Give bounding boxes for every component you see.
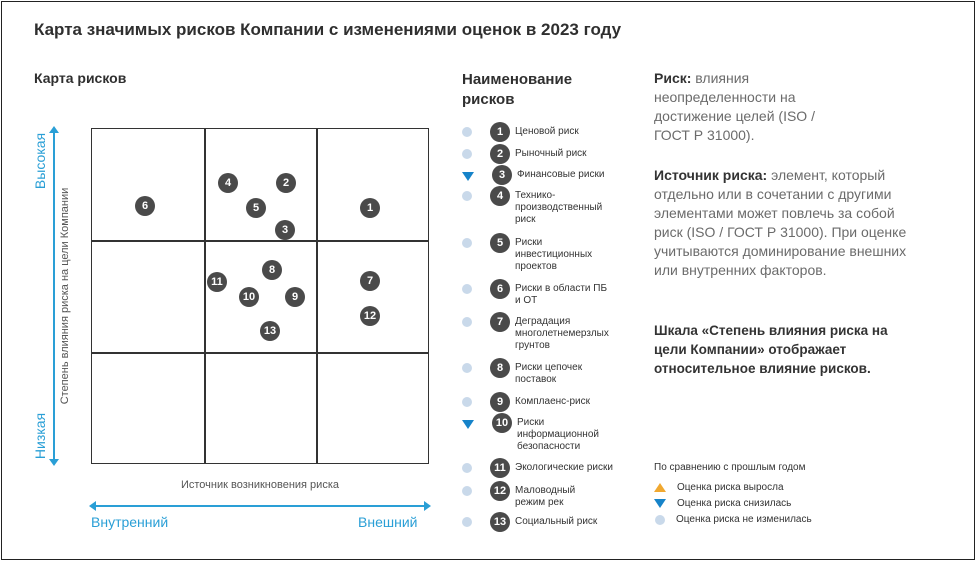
risk-item-7[interactable] bbox=[462, 312, 627, 352]
risks-heading bbox=[462, 70, 572, 110]
comparison-title: По сравнению с прошлым годом bbox=[654, 462, 806, 473]
risk-number-badge: 8 bbox=[490, 358, 510, 378]
source-definition-text: элемент, который отдельно или в сочетании с другими элементами может повлечь за собой риск (ISO / ГОСТ Р 31000). При оценке учитываются доминирование внешних или внутренних факторов. bbox=[654, 167, 907, 278]
risk-label: Комплаенс-риск bbox=[515, 396, 591, 407]
page-title: Карта значимых рисков Компании с изменениями оценок в 2023 году bbox=[34, 20, 622, 39]
grid-line bbox=[204, 129, 206, 463]
risk-label: Деградация многолетнемерзлых грунтов bbox=[515, 316, 609, 351]
risk-item-1[interactable] bbox=[462, 122, 633, 142]
risk-marker-11[interactable]: 11 bbox=[207, 272, 227, 292]
risk-marker-5[interactable]: 5 bbox=[246, 198, 266, 218]
risk-number-badge: 2 bbox=[490, 144, 510, 164]
risk-number-badge: 11 bbox=[490, 458, 510, 478]
risk-number-badge: 7 bbox=[490, 312, 510, 332]
risk-label: Технико-производственный риск bbox=[515, 190, 603, 225]
risk-number-badge: 3 bbox=[492, 165, 512, 185]
status-unchanged-icon bbox=[462, 363, 472, 373]
status-unchanged-icon bbox=[462, 127, 472, 137]
risk-marker-13[interactable]: 13 bbox=[260, 321, 280, 341]
risk-label: Ценовой риск bbox=[515, 126, 579, 137]
risk-marker-3[interactable]: 3 bbox=[275, 220, 295, 240]
risk-marker-8[interactable]: 8 bbox=[262, 260, 282, 280]
x-axis-title: Источник возникновения риска bbox=[180, 479, 339, 491]
status-unchanged-icon bbox=[462, 238, 472, 248]
status-decreased-icon bbox=[462, 172, 474, 181]
status-unchanged-icon bbox=[462, 463, 472, 473]
risk-number-badge: 1 bbox=[490, 122, 510, 142]
risk-item-2[interactable] bbox=[462, 144, 633, 164]
risk-marker-7[interactable]: 7 bbox=[360, 271, 380, 291]
dot-icon bbox=[655, 515, 665, 525]
risk-label: Риски в области ПБ и ОТ bbox=[515, 283, 608, 306]
status-unchanged-icon bbox=[462, 149, 472, 159]
risk-item-10[interactable] bbox=[462, 413, 617, 453]
risk-number-badge: 6 bbox=[490, 279, 510, 299]
risk-marker-12[interactable]: 12 bbox=[360, 306, 380, 326]
risk-label: Маловодный режим рек bbox=[515, 485, 576, 508]
risk-label: Риски информационной безопасности bbox=[517, 417, 599, 452]
risk-label: Риски цепочек поставок bbox=[515, 362, 583, 385]
risk-label: Экологические риски bbox=[515, 462, 613, 473]
x-axis-arrow bbox=[91, 505, 429, 507]
status-unchanged-icon bbox=[462, 517, 472, 527]
risk-item-9[interactable] bbox=[462, 392, 633, 412]
y-axis-arrow bbox=[53, 128, 55, 464]
risks-heading-line1: Наименование bbox=[462, 71, 573, 88]
triangle-up-icon bbox=[654, 483, 666, 492]
risk-label: Рыночный риск bbox=[515, 148, 587, 159]
risk-item-11[interactable] bbox=[462, 458, 633, 478]
y-axis-low-label: Низкая bbox=[32, 412, 48, 460]
risk-marker-1[interactable]: 1 bbox=[360, 198, 380, 218]
risk-label: Социальный риск bbox=[515, 516, 598, 527]
risk-label: Риски инвестиционных проектов bbox=[515, 237, 593, 272]
scale-note: Шкала «Степень влияния риска на цели Компании» отображает относительное влияние рисков. bbox=[654, 323, 888, 376]
risk-matrix bbox=[91, 128, 429, 464]
legend-unchanged-label: Оценка риска не изменилась bbox=[676, 514, 812, 525]
y-axis-high-label: Высокая bbox=[32, 132, 48, 190]
risk-item-8[interactable] bbox=[462, 358, 610, 386]
risk-item-13[interactable] bbox=[462, 512, 633, 532]
legend-unchanged bbox=[654, 514, 812, 525]
source-definition bbox=[654, 166, 924, 280]
risks-heading-line2: рисков bbox=[462, 91, 515, 108]
risk-label: Финансовые риски bbox=[517, 169, 605, 180]
risk-marker-4[interactable]: 4 bbox=[218, 173, 238, 193]
risk-number-badge: 13 bbox=[490, 512, 510, 532]
grid-line bbox=[316, 129, 318, 463]
risk-marker-9[interactable]: 9 bbox=[285, 287, 305, 307]
status-unchanged-icon bbox=[462, 486, 472, 496]
y-axis-title: Степень влияния риска на цели Компании bbox=[59, 187, 71, 405]
grid-line bbox=[92, 352, 428, 354]
risk-definition-text: влияния неопределенности на достижение целей (ISO / ГОСТ Р 31000). bbox=[654, 70, 815, 143]
status-unchanged-icon bbox=[462, 284, 472, 294]
risk-term: Риск: bbox=[654, 70, 692, 86]
risk-item-3[interactable] bbox=[462, 165, 635, 185]
risk-marker-6[interactable]: 6 bbox=[135, 196, 155, 216]
status-unchanged-icon bbox=[462, 191, 472, 201]
legend-increased-label: Оценка риска выросла bbox=[677, 482, 784, 493]
legend-decreased bbox=[654, 498, 791, 509]
triangle-down-icon bbox=[654, 499, 666, 508]
risk-item-6[interactable] bbox=[462, 279, 610, 307]
risk-number-badge: 9 bbox=[490, 392, 510, 412]
status-decreased-icon bbox=[462, 420, 474, 429]
risk-number-badge: 12 bbox=[490, 481, 510, 501]
risk-number-badge: 4 bbox=[490, 186, 510, 206]
x-axis-left-label: Внутренний bbox=[91, 514, 169, 530]
status-unchanged-icon bbox=[462, 317, 472, 327]
risk-marker-2[interactable]: 2 bbox=[276, 173, 296, 193]
risk-marker-10[interactable]: 10 bbox=[239, 287, 259, 307]
x-axis-right-label: Внешний bbox=[358, 514, 418, 530]
risk-item-4[interactable] bbox=[462, 186, 625, 226]
grid-line bbox=[92, 240, 428, 242]
risk-number-badge: 10 bbox=[492, 413, 512, 433]
legend-increased bbox=[654, 482, 784, 493]
legend-decreased-label: Оценка риска снизилась bbox=[677, 498, 792, 509]
risk-number-badge: 5 bbox=[490, 233, 510, 253]
risk-definition bbox=[654, 69, 834, 145]
source-term: Источник риска: bbox=[654, 167, 768, 183]
risk-item-5[interactable] bbox=[462, 233, 610, 273]
risk-item-12[interactable] bbox=[462, 481, 595, 509]
map-heading: Карта рисков bbox=[34, 70, 127, 86]
status-unchanged-icon bbox=[462, 397, 472, 407]
